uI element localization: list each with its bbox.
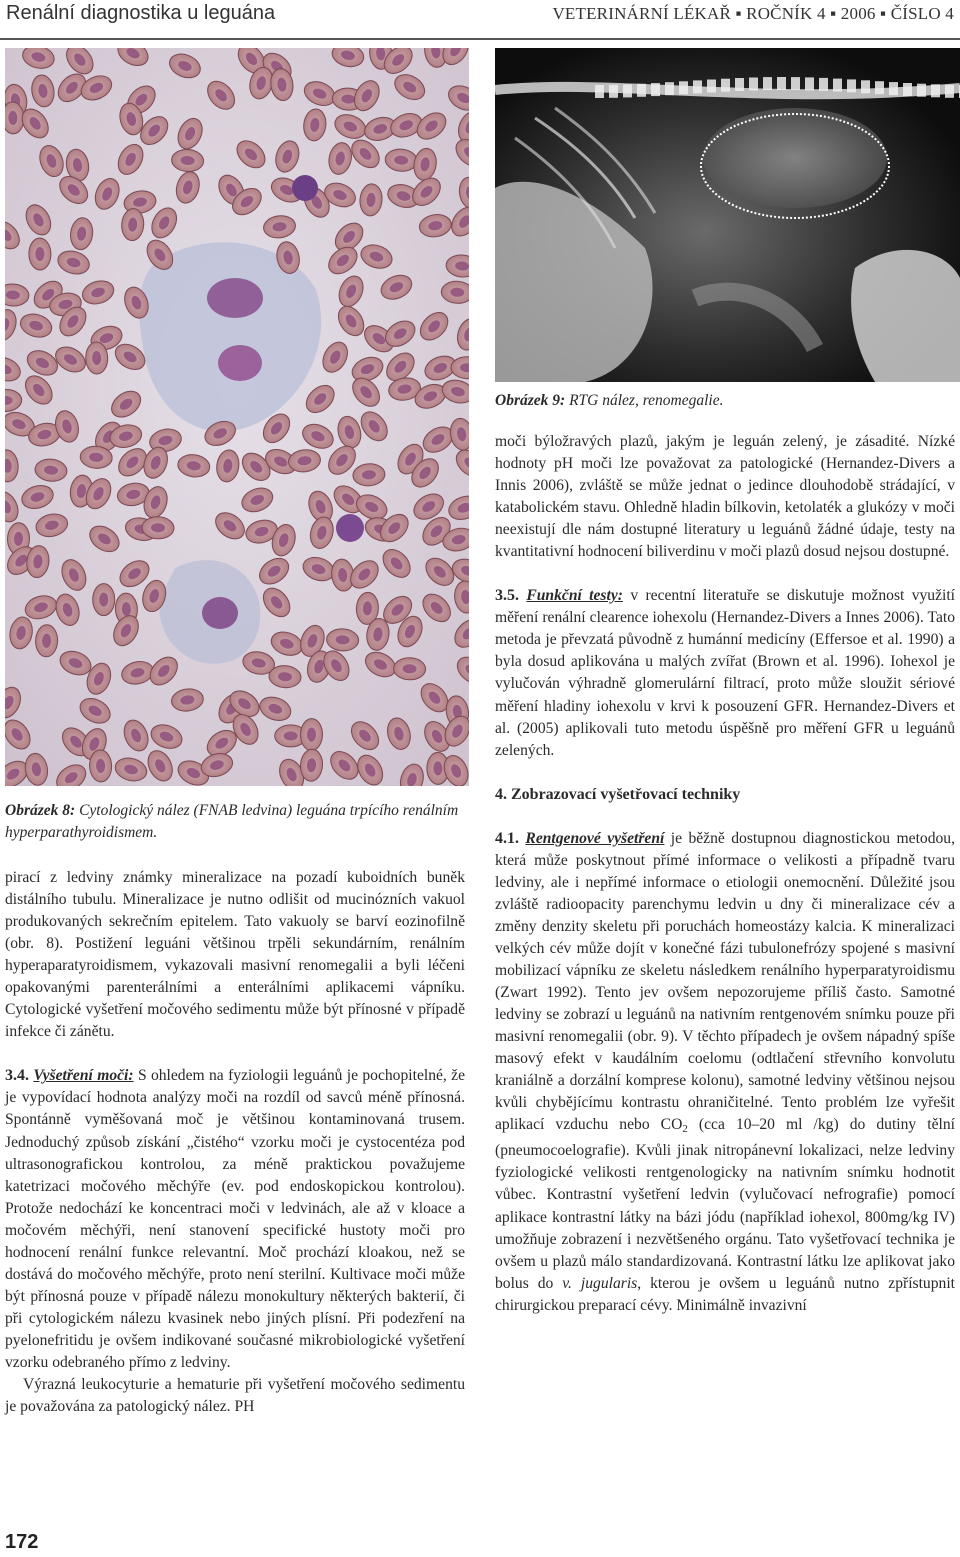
figure-9-caption-text: RTG nález, renomegalie. xyxy=(569,392,724,409)
vertebra xyxy=(847,79,856,92)
vertebra xyxy=(651,83,660,96)
left-paragraph-2: S ohledem na fyziologii leguánů je pochopitelné, že je vypovídací hodnota analýzy moči na rozdíl od savců méně přínosná. Spontánně vyměšovaná moč je většinou kontaminovaná trusem. Jednoduchý způsob získání „čistého“ vzorku moči je cystocentéza pod ultrasonografickou kontrolou, za méně praktickou považujeme katetrizaci močového měchýře (ev. pod endoskopickou kontrolou). Protože nedochází ke koncentraci moči v ledvinách, ale až v kloace a močovém měchýři, není stanovení specifické hustoty moči pro hodnocení renální funkce relevantní. Moč prochází kloakou, než se dostává do močového měchýře, proto není sterilní. Kultivace moči může být přínosná pouze v případě nálezu monokultury některých bakterií, či při cytologickém nálezu kvasinek nebo jiných plísní. Při podezření na pyelonefritidu je ovšem indikované současné mikrobiologické vyšetření vzorku odebraného přímo z ledviny. xyxy=(5,1067,466,1371)
red-blood-cell xyxy=(300,718,323,750)
vertebra xyxy=(889,82,898,95)
header-journal-info: VETERINÁRNÍ LÉKAŘ ▪ ROČNÍK 4 ▪ 2006 ▪ ČÍSLO 4 xyxy=(552,4,954,23)
right-paragraph-3c: , kterou je ovšem u leguánů nutno zpřístupnit chirurgickou preparací cévy. Minimálně invazivní xyxy=(495,1274,955,1314)
vertebra xyxy=(931,84,940,97)
figure-8-caption xyxy=(5,800,465,844)
vertebra xyxy=(805,77,814,90)
red-blood-cell xyxy=(93,584,115,616)
figure-8-cytology-image xyxy=(5,48,469,786)
page-number: 172 xyxy=(5,1531,39,1553)
vertebra xyxy=(735,78,744,91)
vertebra xyxy=(707,80,716,93)
vertebra xyxy=(637,84,646,97)
vertebra xyxy=(763,77,772,90)
header-rule xyxy=(0,38,960,40)
figure-9-xray-image xyxy=(495,48,960,382)
vertebra xyxy=(861,80,870,93)
figure-9-label: Obrázek 9: xyxy=(495,392,566,409)
section-3-5-title: Funkční testy: xyxy=(526,587,623,605)
figure-9-caption xyxy=(495,390,955,412)
vertebra xyxy=(665,82,674,95)
vertebra xyxy=(819,78,828,91)
vertebra xyxy=(749,78,758,91)
vertebra xyxy=(693,80,702,93)
section-3-4-title: Vyšetření moči: xyxy=(33,1067,134,1085)
right-paragraph-3: je běžně dostupnou diagnostickou metodou, která může poskytnout přímé informace o velikosti a případně tvaru ledviny, ale i nepřímé informace o etiologii onemocnění. Důležité jsou zvláště radioopacity parenchymu ledvin u dny či mineralizace cév a změny denzity skeletu při poruchách homeostázy kalcia. K mineralizaci velkých cév může dojít v konečné fázi tubulonefrózy spojené s masivní mobilizací vápníku ze skeletu následkem renálního hyperparatyroidismu (Zwart 1992). Tento jev ovšem nepozorujeme příliš často. Samotné ledviny se zobrazí u leguánů na nativním rentgenovém snímku pouze při masivní renomegalii (obr. 9). V těchto případech je ovšem nápadný spíše masový efekt v kaudálním coelomu (odtlačení střevního konvolutu kraniálně a dorzální komprese kolonu), samotné ledviny většinou nejsou kvůli chybějícímu kontrastu ohraničitelné. Tento problém lze vyřešit aplikací vzduchu nebo CO xyxy=(495,829,955,1134)
section-3-4-number: 3.4. xyxy=(5,1067,29,1085)
right-column xyxy=(495,431,955,1317)
section-3-5 xyxy=(495,585,955,761)
vertebra xyxy=(595,85,604,98)
vertebra xyxy=(791,77,800,90)
vertebra xyxy=(945,85,954,98)
section-3-4 xyxy=(5,1065,465,1374)
co2-subscript: 2 xyxy=(682,1123,688,1136)
vena-jugularis: v. jugularis xyxy=(562,1274,638,1292)
figure-8-label: Obrázek 8: xyxy=(5,802,76,819)
section-4-1-title: Rentgenové vyšetření xyxy=(525,829,665,847)
section-4-1 xyxy=(495,828,955,1317)
vertebra xyxy=(679,81,688,94)
right-paragraph-3b: (cca 10–20 ml /kg) do dutiny tělní (pneumocoelografie). Kvůli jinak nitropánevní lokalizaci, nelze ledviny fyziologické velikosti rentgenologicky na nativním snímku hodnotit vůbec. Kontrastní vyšetření ledvin (vylučovací nefrografie) pomocí aplikace kontrastní látky na bázi jódu (například iohexol, 800mg/kg IV) umožňuje zobrazení i nezvětšeného orgánu. Tato vyšetřovací technika je ovšem u plazů málo standardizovaná. Kontrastní látku lze aplikovat jako bolus do xyxy=(495,1116,955,1292)
vertebra xyxy=(917,84,926,97)
red-blood-cell xyxy=(29,238,52,270)
vertebra xyxy=(609,85,618,98)
left-column xyxy=(5,867,465,1418)
vertebra xyxy=(903,83,912,96)
vertebra xyxy=(721,79,730,92)
section-3-5-number: 3.5. xyxy=(495,587,519,605)
left-paragraph-1: pirací z ledviny známky mineralizace na pozadí kuboidních buněk distálního tubulu. Mineralizace je nutno odlišit od mucinózních vakuol produkovaných sekrečním epitelem. Tato vakuoly se barví eozinofilně (obr. 8). Postižení leguáni většinou trpěli sekundárním, renálním hyperaparatyroidismem, vykazovali masivní renomegalii a byli léčeni opakovanými parenterálními a enterálními aplikacemi vápníku. Cytologické vyšetření močového sedimentu může být přínosné v případě infekce či zánětu. xyxy=(5,869,465,1041)
section-4-1-number: 4.1. xyxy=(495,829,519,847)
vertebra xyxy=(623,84,632,97)
vertebra xyxy=(777,77,786,90)
figure-8-caption-text: Cytologický nález (FNAB ledvina) leguána trpícího renálním hyperparathyroidismem. xyxy=(5,802,459,841)
header-title: Renální diagnostika u leguána xyxy=(6,2,276,24)
vertebra xyxy=(833,79,842,92)
left-paragraph-3: Výrazná leukocyturie a hematurie při vyšetření močového sedimentu je považována za patologický nález. PH xyxy=(5,1376,465,1416)
running-header xyxy=(0,0,960,44)
section-4-heading: 4. Zobrazovací vyšetřovací techniky xyxy=(495,785,741,803)
right-paragraph-2: v recentní literatuře se diskutuje možnost využití měření renální clearence iohexolu (Hernandez-Divers a Innes 2006). Tato metoda je převzatá původně z humánní medicíny (Effersoe et al. 1990) a byla dosud aplikována u malých zvířat (Brown et al. 1996). Iohexol je vylučován výhradně glomerulární filtrací, proto může sloužit sériové měření hladiny iohexolu v krvi k posouzení GFR. Hernandez-Divers et al. (2005) aplikovali tuto metodu úspěšně pro měření GFR u leguánů zelených. xyxy=(495,587,956,759)
red-blood-cell xyxy=(393,658,425,681)
vertebra xyxy=(875,81,884,94)
right-paragraph-1: moči býložravých plazů, jakým je leguán zelený, je zásadité. Nízké hodnoty pH moči lze považovat za patologické (Hernandez-Divers a Innis 2006), zvláště se může jednat o jedince dlouhodobě strádající, v katabolickém stavu. Ohledně hladin bílkovin, ketolaték a glukózy v moči neexistují dle nám dostupné literatury u leguánů žádné údaje, testy na kvantitativní hodnocení biliverdinu v moči plazů dosud nejsou dostupné. xyxy=(495,433,955,561)
